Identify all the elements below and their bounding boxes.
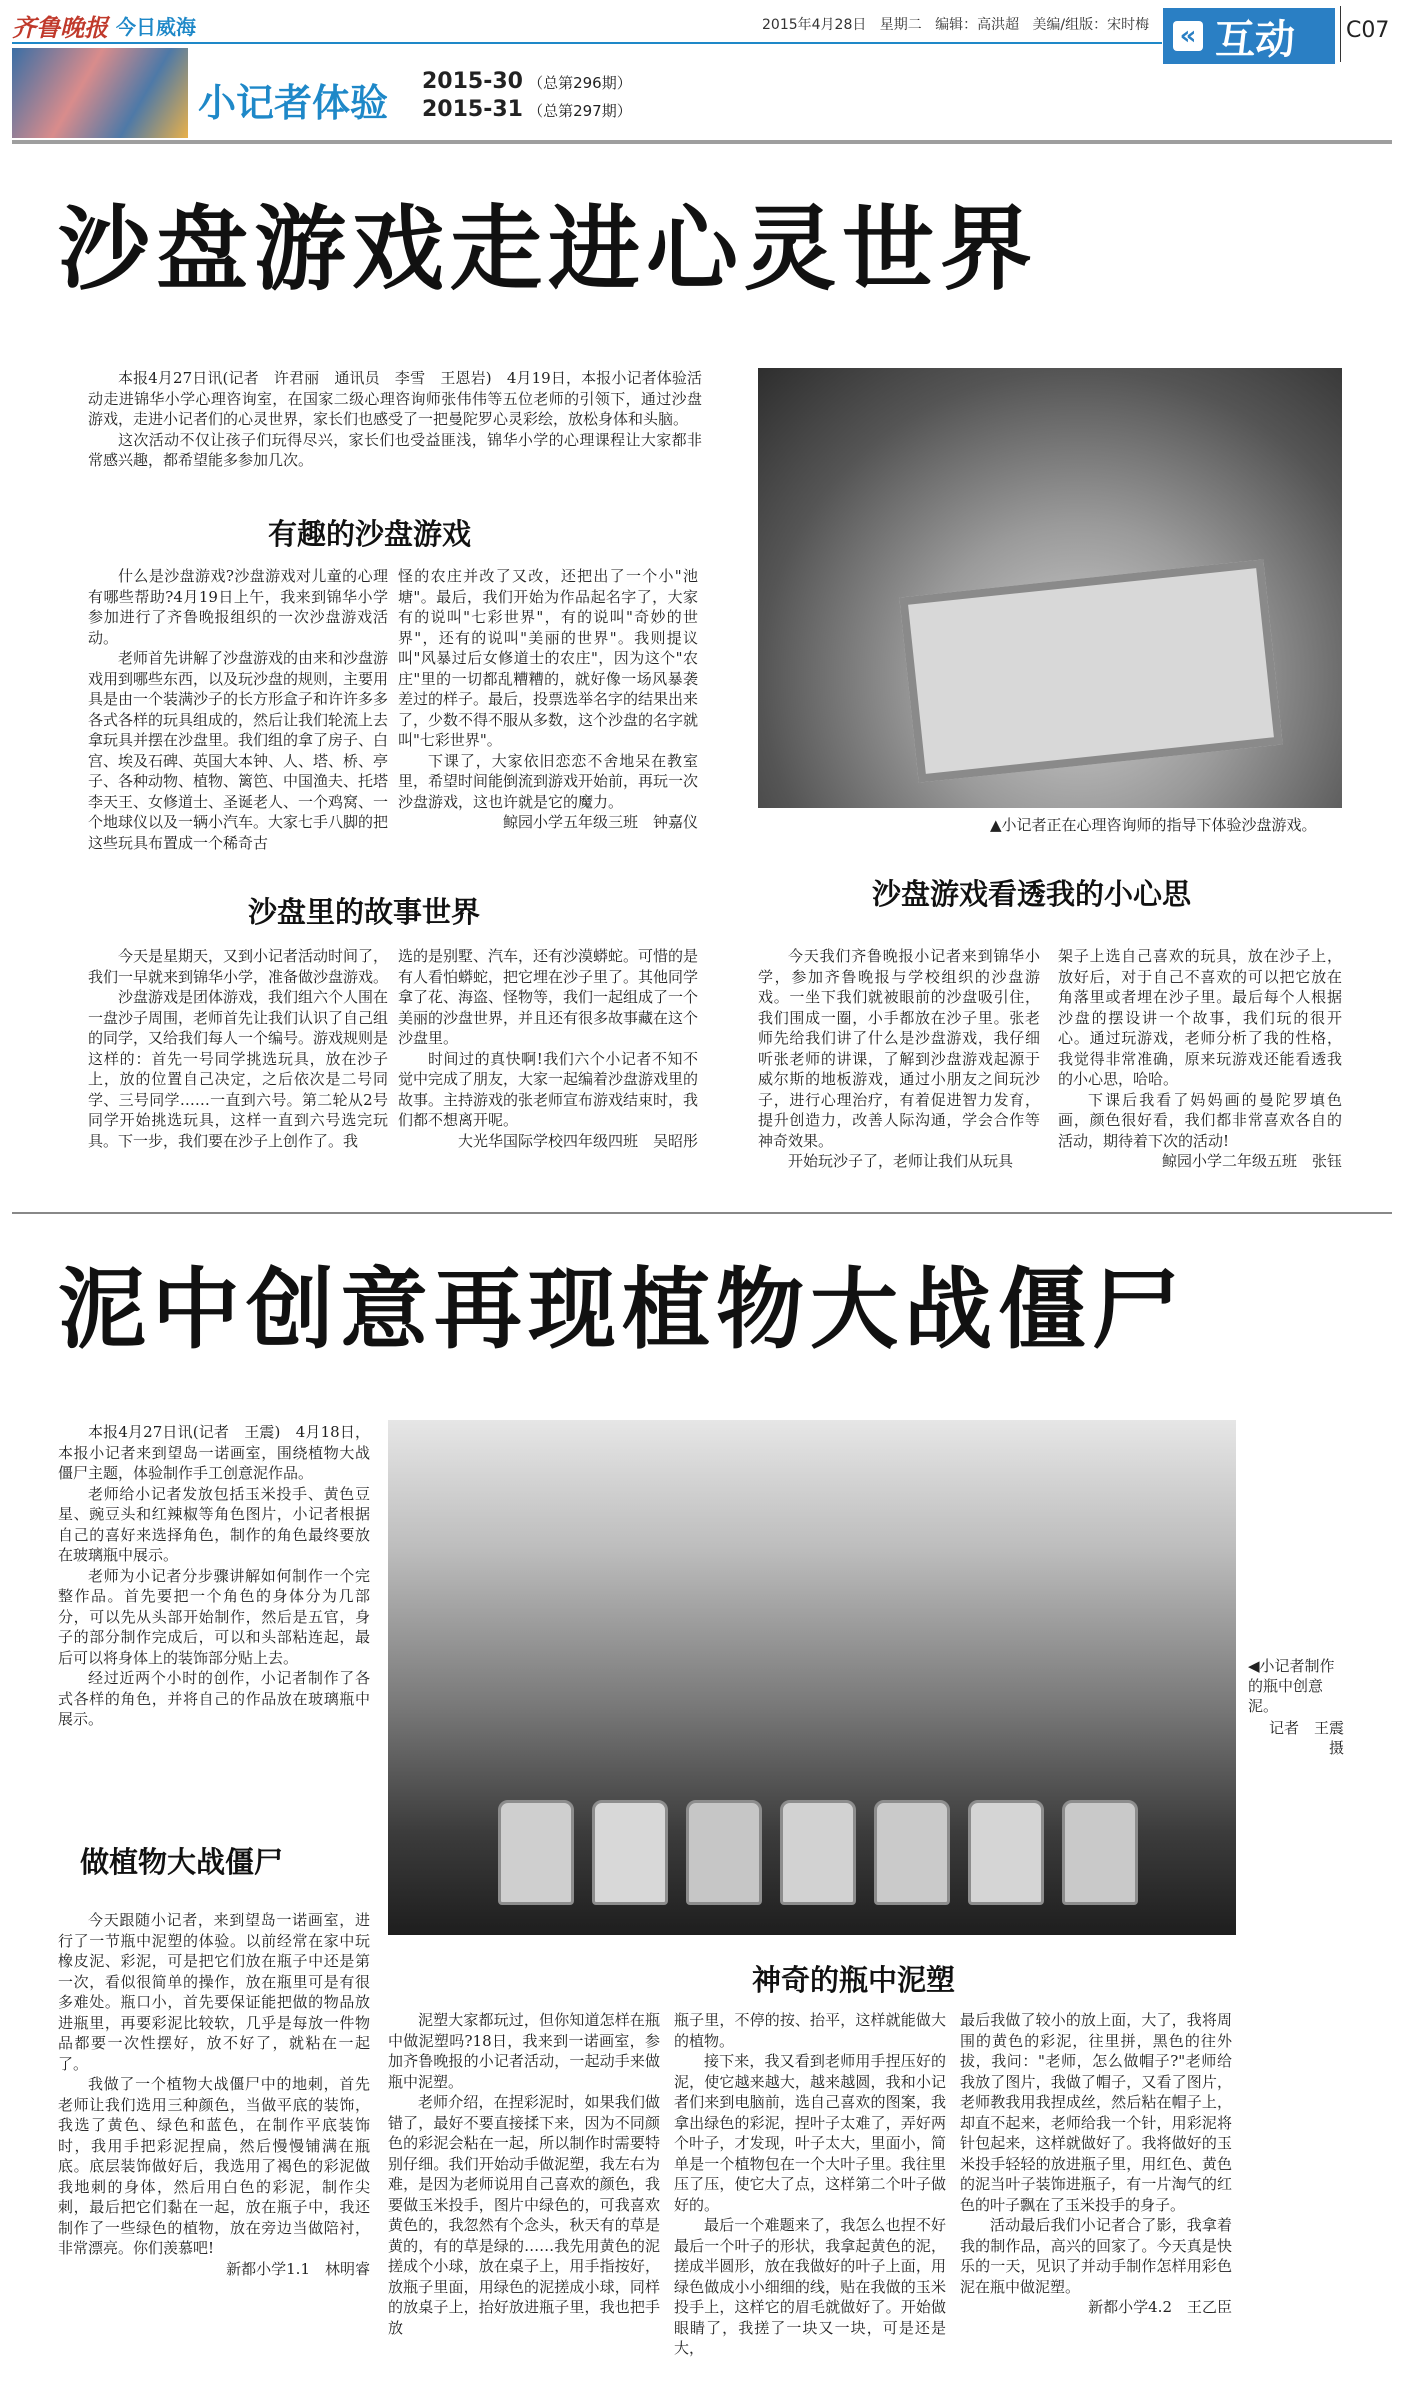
story1-sub2-title: 沙盘里的故事世界 [248, 895, 481, 929]
issue-date: 2015年4月28日 [762, 17, 867, 33]
story2-sub1-col1-p2: 我做了一个植物大战僵尸中的地刺，首先老师让我们选用三种颜色，当做平底的装饰，我选了黄色、绿色和蓝色，在制作平底装饰时，我用手把彩泥捏扁，然后慢慢铺满在瓶底。底层装饰做好后，我选用了褐色的彩泥做我地刺的身体，然后用白色的彩泥，制作尖刺，最后把它们黏在一起，放在瓶子中，我还制作了一些绿色的植物，放在旁边当做陪衬，非常漂亮。你们羡慕吧! [58, 2075, 370, 2257]
story1-sub3-col1-p1: 今天我们齐鲁晚报小记者来到锦华小学，参加齐鲁晚报与学校组织的沙盘游戏。一坐下我们就被眼前的沙盘吸引住，我们围成一圈，小手都放在沙子里。张老师先给我们讲了什么是沙盘游戏，我仔细听张老师的讲课，了解到沙盘游戏起源于威尔斯的地板游戏，通过小朋友之间玩沙子，进行心理治疗，有着促进智力发育，提升创造力，改善人际沟通，学会合作等神奇效果。 [758, 947, 1040, 1150]
story2-sub1-title: 做植物大战僵尸 [80, 1845, 284, 1879]
story1-sub1-col2-p1: 怪的农庄并改了又改，还把出了一个小"池塘"。最后，我们开始为作品起名字了，大家有的说叫"七彩世界"，有的说叫"奇妙的世界"，还有的说叫"美丽的世界"。我则提议叫"风暴过后女修道士的农庄"，因为这个"农庄"里的一切都乱糟糟的，就好像一场风暴袭差过的样子。最后，投票选举名字的结果出来了，少数不得不服从多数，这个沙盘的名字就叫"七彩世界"。 [398, 567, 699, 749]
issue-info [762, 14, 1149, 34]
story2-sub2-col2 [674, 2010, 946, 2359]
story2-photo [388, 1420, 1236, 1935]
issue-weekday: 星期二 [879, 17, 922, 33]
story1-lead [88, 368, 702, 471]
brand-logo [12, 8, 196, 42]
section-name: 互动 [1215, 16, 1295, 63]
story1-lead-p2: 这次活动不仅让孩子们玩得尽兴，家长们也受益匪浅，锦华小学的心理课程让大家都非常感兴趣，都希望能多参加几次。 [88, 430, 702, 469]
jar-6 [968, 1800, 1044, 1905]
story1-sub3-byline: 鲸园小学二年级五班 张钰 [1161, 1152, 1342, 1170]
story2-lead-p1: 本报4月27日讯(记者 王震) 4月18日，本报小记者来到望岛一诺画室，围绕植物大战僵尸主题，体验制作手工创意泥作品。 [58, 1423, 370, 1482]
story1-sub3-col2 [1058, 946, 1342, 1171]
story1-sub2-col1 [88, 946, 388, 1151]
issue-total-1: （总第296期） [528, 74, 632, 92]
story1-sub2-byline: 大光华国际学校四年级四班 吴昭彤 [457, 1131, 698, 1150]
story2-sub1-byline: 新都小学1.1 林明睿 [226, 2259, 370, 2278]
story2-sub2-col2-p1: 瓶子里，不停的按、抬平，这样就能做大的植物。 [674, 2011, 946, 2050]
story2-sub2-byline: 新都小学4.2 王乙臣 [1088, 2298, 1232, 2316]
jar-1 [498, 1800, 574, 1905]
story1-sub3-col2-p2: 下课后我看了妈妈画的曼陀罗填色画，颜色很好看，我们都非常喜欢各自的活动，期待着下次的活动! [1058, 1090, 1342, 1150]
issue-line-2 [422, 96, 632, 124]
masthead [0, 0, 1409, 150]
story1-headline: 沙盘游戏走进心灵世界 [58, 196, 1039, 303]
jar-5 [874, 1800, 950, 1905]
section-tab [1163, 8, 1335, 64]
column-title: 小记者体验 [198, 81, 389, 125]
brand-name: 齐鲁晚报 [12, 12, 108, 42]
story1-photo-caption: ▲小记者正在心理咨询师的指导下体验沙盘游戏。 [990, 816, 1317, 834]
issue-editor: 编辑：高洪超 [935, 17, 1020, 33]
story2-lead [58, 1422, 370, 1730]
edition-name: 今日威海 [116, 14, 196, 39]
top-rule [12, 42, 1162, 44]
story2-sub2-title: 神奇的瓶中泥塑 [752, 1963, 956, 1997]
story1-sub1-col1-p1: 什么是沙盘游戏?沙盘游戏对儿童的心理有哪些帮助?4月19日上午，我来到锦华小学参加进行了齐鲁晚报组织的一次沙盘游戏活动。 [88, 567, 388, 647]
story1-sub1-col1 [88, 566, 388, 853]
story2-sub2-col1-p2: 老师介绍，在捏彩泥时，如果我们做错了，最好不要直接揉下来，因为不同颜色的彩泥会粘在一起，所以制作时需要特别仔细。我们开始动手做泥塑，我左右为难，是因为老师说用自己喜欢的颜色，我要做玉米投手，图片中绿色的，可我喜欢黄色的，我忽然有个念头，秋天有的草是黄的，有的草是绿的……我先用黄色的泥搓成个小球，放在桌子上，用手指按好，放瓶子里面，用绿色的泥搓成小球，同样的放桌子上，抬好放进瓶子里，我也把手放 [388, 2093, 660, 2337]
story1-sub2-col2-p1: 选的是别墅、汽车，还有沙漠蟒蛇。可惜的是有人看怕蟒蛇，把它埋在沙子里了。其他同学拿了花、海盗、怪物等，我们一起组成了一个美丽的沙盘世界，并且还有很多故事藏在这个沙盘里。 [398, 947, 699, 1047]
column-banner-photo [12, 48, 188, 138]
banner-rule [12, 140, 1392, 144]
story2-lead-p4: 经过近两个小时的创作，小记者制作了各式各样的角色，并将自己的作品放在玻璃瓶中展示。 [58, 1669, 370, 1728]
story1-lead-p1: 本报4月27日讯(记者 许君丽 通讯员 李雪 王恩岩) 4月19日，本报小记者体验活动走进锦华小学心理咨询室，在国家二级心理咨询师张伟伟等五位老师的引领下，通过沙盘游戏，走进小记者们的心灵世界，家长们也感受了一把曼陀罗心灵彩绘，放松身体和头脑。 [88, 369, 702, 428]
story1-sub3-col1 [758, 946, 1040, 1172]
story2-headline: 泥中创意再现植物大战僵尸 [58, 1258, 1187, 1361]
story1-sub1-col1-p2: 老师首先讲解了沙盘游戏的由来和沙盘游戏用到哪些东西，以及玩沙盘的规则，主要用具是由一个装满沙子的长方形盒子和许许多多各式各样的玩具组成的，然后让我们轮流上去拿玩具并摆在沙盘里。我们组的拿了房子、白宫、埃及石碑、英国大本钟、人、塔、桥、亭子、各种动物、植物、篱笆、中国渔夫、托塔李天王、女修道士、圣诞老人、一个鸡窝、一个地球仪以及一辆小汽车。大家七手八脚的把这些玩具布置成一个稀奇古 [88, 649, 389, 852]
jar-3 [686, 1800, 762, 1905]
story1-sub2-col1-p2: 沙盘游戏是团体游戏，我们组六个人围在一盘沙子周围，老师首先让我们认识了自己组的同学，又给我们每人一个编号。游戏规则是这样的：首先一号同学挑选玩具，放在沙子上，放的位置自己决定，之后依次是二号同学、三号同学……一直到六号。第二轮从2号同学开始挑选玩具，这样一直到六号选完玩具。下一步，我们要在沙子上创作了。我 [88, 988, 389, 1150]
story1-photo [758, 368, 1342, 808]
story2-sub2-col1-p1: 泥塑大家都玩过，但你知道怎样在瓶中做泥塑吗?18日，我来到一诺画室，参加齐鲁晚报的小记者活动，一起动手来做瓶中泥塑。 [388, 2011, 660, 2091]
sandbox-tray [899, 559, 1282, 782]
vertical-divider [1340, 6, 1341, 62]
story2-photo-credit: 记者 王震 摄 [1268, 1719, 1360, 1757]
issue-total-2: （总第297期） [528, 102, 632, 120]
story2-lead-p3: 老师为小记者分步骤讲解如何制作一个完整作品。首先要把一个角色的身体分为几部分，可以先从头部开始制作，然后是五官，身子的部分制作完成后，可以和头部粘连起，最后可以将身体上的装饰部分贴上去。 [58, 1566, 370, 1667]
story2-sub2-col2-p3: 最后一个难题来了，我怎么也捏不好最后一个叶子的形状，我拿起黄色的泥，搓成半圆形，放在我做好的叶子上面，用绿色做成小小细细的线，贴在我做的玉米投手上，这样它的眉毛就做好了。开始做眼睛了，我搓了一块又一块，可是还是大， [674, 2216, 946, 2357]
story2-photo-caption: ◀小记者制作的瓶中创意泥。 [1248, 1657, 1335, 1715]
issue-number-2: 2015-31 [422, 97, 523, 122]
issue-numbers [422, 68, 632, 124]
page-number: C07 [1346, 18, 1390, 43]
story1-sub3-col2-p1: 架子上选自己喜欢的玩具，放在沙子上，放好后，对于自己不喜欢的可以把它放在角落里或者埋在沙子里。最后每个人根据沙盘的摆设讲一个故事，我们玩的很开心。通过玩游戏，老师分析了我的性格，我觉得非常准确，原来玩游戏还能看透我的小心思，哈哈。 [1058, 947, 1342, 1088]
story2-sub1-col1-p1: 今天跟随小记者，来到望岛一诺画室，进行了一节瓶中泥塑的体验。以前经常在家中玩橡皮泥、彩泥，可是把它们放在瓶子中还是第一次，看似很简单的操作，放在瓶里可是有很多难处。瓶口小，首先要保证能把做的物品放进瓶里，再要彩泥比较软，几乎是每放一件物品都要一次性摆好，放不好了，就粘在一起了。 [58, 1911, 370, 2073]
story2-lead-p2: 老师给小记者发放包括玉米投手、黄色豆星、豌豆头和红辣椒等角色图片，小记者根据自己的喜好来选择角色，制作的角色最终要放在玻璃瓶中展示。 [58, 1484, 370, 1564]
story2-sub1-col1 [58, 1910, 370, 2279]
jar-7 [1062, 1800, 1138, 1905]
story-divider [12, 1212, 1392, 1214]
story2-sub2-col3-p2: 活动最后我们小记者合了影，我拿着我的制作品，高兴的回家了。今天真是快乐的一天，见识了并动手制作怎样用彩色泥在瓶中做泥塑。 [960, 2216, 1232, 2296]
story1-sub1-byline: 鲸园小学五年级三班 钟嘉仪 [502, 813, 698, 831]
story2-sub2-col2-p2: 接下来，我又看到老师用手捏压好的泥，使它越来越大，越来越圆，我和小记者们来到电脑前，选自己喜欢的图案，我拿出绿色的彩泥，捏叶子太难了，弄好两个叶子，才发现，叶子太大，里面小，简单是一个植物包在一个大叶子里。我往里压了压，使它大了点，这样第二个叶子做好的。 [674, 2052, 946, 2214]
story1-sub1-title: 有趣的沙盘游戏 [268, 517, 472, 551]
story1-sub2-col1-p1: 今天是星期天，又到小记者活动时间了，我们一早就来到锦华小学，准备做沙盘游戏。 [88, 947, 389, 986]
story1-sub1-col2 [398, 566, 698, 832]
issue-line-1 [422, 68, 632, 96]
story1-sub2-col2 [398, 946, 698, 1151]
story2-sub2-col3 [960, 2010, 1232, 2317]
jar-2 [592, 1800, 668, 1905]
story2-sub2-col3-p1: 最后我做了较小的放上面，大了，我将周围的黄色的彩泥，往里拼，黑色的往外拔，我问："老师，怎么做帽子?"老师给我放了图片，我做了帽子，又看了图片，老师教我用我捏成丝，然后粘在帽子上，却直不起来，老师给我一个针，用彩泥将针包起来，这样就做好了。我将做好的玉米投手轻轻的放进瓶子里，用红色、黄色的泥当叶子装饰进瓶子，有一片淘气的红色的叶子飘在了玉米投手的身子。 [960, 2011, 1232, 2214]
jar-4 [780, 1800, 856, 1905]
story1-sub3-col1-p2: 开始玩沙子了，老师让我们从玩具 [788, 1152, 1014, 1170]
issue-design: 美编/组版：宋时梅 [1032, 17, 1150, 33]
story1-sub3-title: 沙盘游戏看透我的小心思 [872, 877, 1192, 911]
jar-row [498, 1800, 1138, 1905]
double-chevron-icon: « [1173, 21, 1203, 51]
issue-number-1: 2015-30 [422, 69, 523, 94]
story1-sub2-col2-p2: 时间过的真快啊!我们六个小记者不知不觉中完成了朋友，大家一起编着沙盘游戏里的故事。主持游戏的张老师宣布游戏结束时，我们都不想离开呢。 [398, 1049, 699, 1129]
story1-sub1-col2-p2: 下课了，大家依旧恋恋不舍地呆在教室里，希望时间能倒流到游戏开始前，再玩一次沙盘游戏，这也许就是它的魔力。 [398, 751, 699, 811]
story2-sub2-col1 [388, 2010, 660, 2338]
